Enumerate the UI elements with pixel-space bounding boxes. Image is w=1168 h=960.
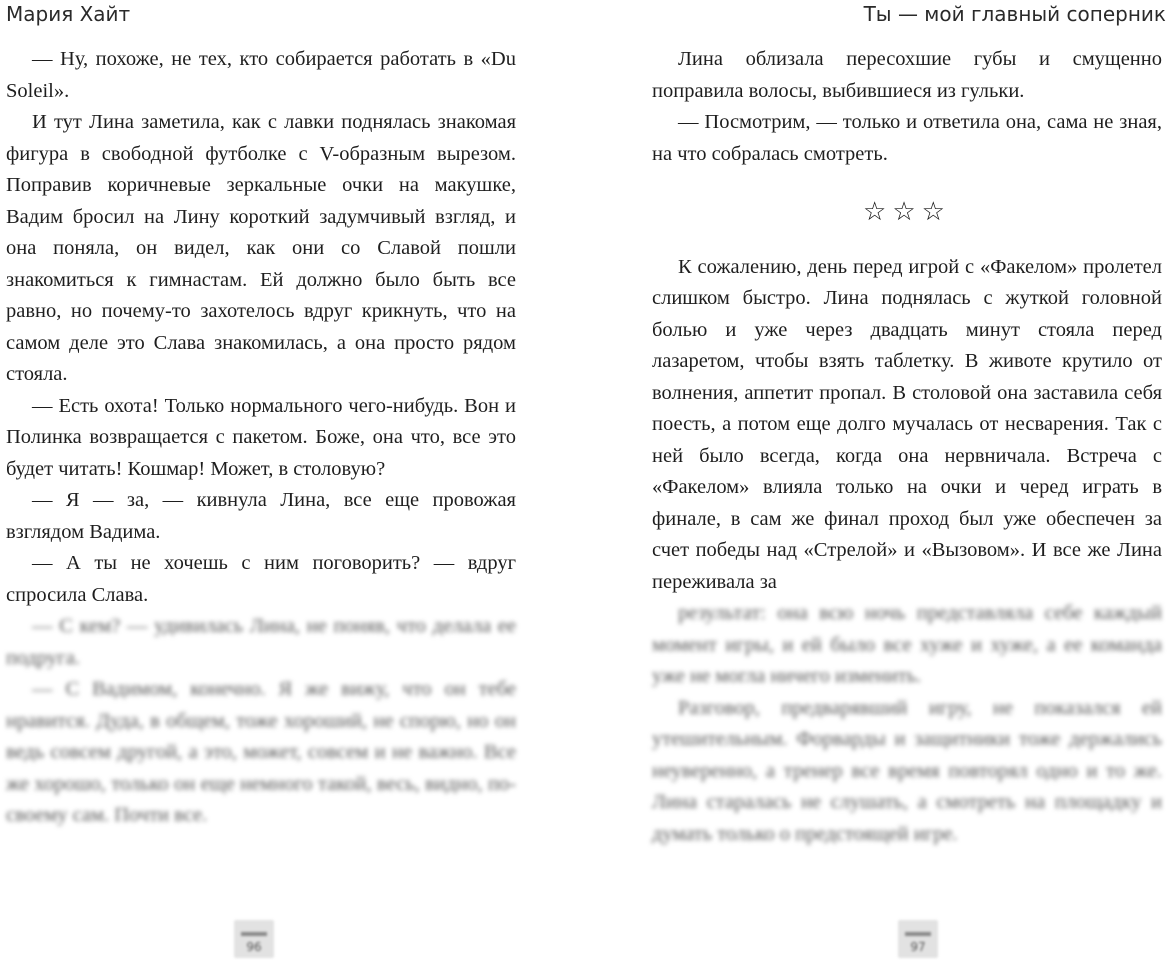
paragraph: — Есть охота! Только нормального чего-нибудь. Вон и Полинка возвращается с пакетом. Боже, она что, все это будет читать! Кошмар! Может, в столовую?: [6, 394, 516, 480]
running-head-title: Ты — мой главный соперник: [863, 2, 1166, 26]
section-break-stars: ☆☆☆: [863, 197, 951, 226]
page-number: [898, 920, 938, 958]
blurred-paragraph: Разговор, предварявший игру, не показался ей утешительным. Форварды и защитники тоже держались неуверенно, а тренер все время повторял одно и то же. Лина старалась не слушать, а смотреть на площадку и думать только о предстоящей игре.: [652, 696, 1162, 845]
running-head-author: Мария Хайт: [6, 2, 131, 26]
blurred-paragraph: — С кем? — удивилась Лина, не поняв, что делала ее подруга.: [6, 615, 516, 669]
page-number: [234, 920, 274, 958]
right-page-text: [652, 44, 1162, 850]
paragraph: И тут Лина заметила, как с лавки поднялась знакомая фигура в свободной футболке с V-образным вырезом. Поправив коричневые зеркальные очки на макушке, Вадим бросил на Лину короткий задумчивый взгляд, и она поняла, он видел, как они со Славой пошли знакомиться к гимнастам. Ей должно было быть все равно, но почему-то захотелось вдруг крикнуть, что на самом деле это Слава знакомилась, а она просто рядом стояла.: [6, 111, 516, 385]
paragraph: — А ты не хочешь с ним поговорить? — вдруг спросила Слава.: [6, 552, 516, 606]
folio-ornament: [241, 932, 267, 936]
page-number-label: 96: [246, 940, 262, 954]
left-page: [6, 0, 516, 960]
blurred-paragraph: результат: она всю ночь представляла себе каждый момент игры, и ей было все хуже и хуже, а ее команда уже не могла ничего изменить.: [652, 602, 1162, 687]
paragraph: — Ну, похоже, не тех, кто собирается работать в «Du Soleil».: [6, 48, 516, 102]
folio-ornament: [905, 932, 931, 936]
paragraph: — Я — за, — кивнула Лина, все еще провожая взглядом Вадима.: [6, 489, 516, 543]
paragraph: Лина облизала пересохшие губы и смущенно поправила волосы, выбившиеся из гульки.: [652, 48, 1162, 102]
blurred-paragraph: — С Вадимом, конечно. Я же вижу, что он тебе нравится. Дуда, в общем, тоже хороший, не спорю, но он ведь совсем другой, а это, может, совсем и не важно. Все же хорошо, только он еще немного такой, весь, видно, по-своему сам. Почти все.: [6, 678, 516, 826]
page-number-label: 97: [910, 940, 926, 954]
paragraph: К сожалению, день перед игрой с «Факелом» пролетел слишком быстро. Лина поднялась с жуткой головной болью и уже через двадцать минут стояла перед лазаретом, чтобы взять таблетку. В животе крутило от волнения, аппетит пропал. В столовой она заставила себя поесть, а потом еще долго мучалась от несварения. Так с ней было всегда, когда она нервничала. Встреча с «Факелом» влияла только на очки и черед играть в финале, в сам же финал проход был уже обеспечен за счет победы над «Стрелой» и «Вызовом». И все же Лина переживала за: [652, 255, 1162, 593]
left-page-text: [6, 44, 516, 832]
right-page: [652, 0, 1166, 960]
paragraph: — Посмотрим, — только и ответила она, сама не зная, на что собралась смотреть.: [652, 111, 1162, 165]
